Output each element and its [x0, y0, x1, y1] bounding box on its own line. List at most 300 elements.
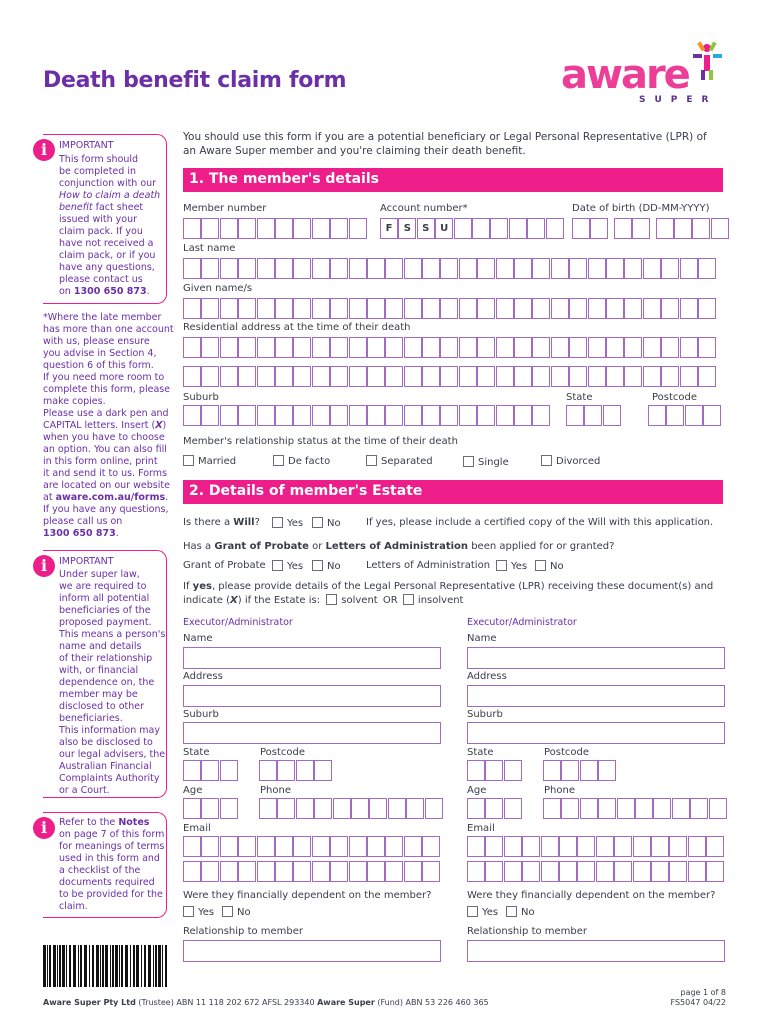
probate-no-option[interactable]: [312, 560, 341, 572]
char-box[interactable]: [238, 337, 256, 358]
char-box[interactable]: [440, 298, 458, 319]
exec2-postcode-boxes[interactable]: [543, 760, 617, 781]
will-no-option[interactable]: [312, 517, 341, 529]
char-box[interactable]: [183, 258, 201, 279]
char-box[interactable]: [330, 298, 348, 319]
char-box[interactable]: [220, 298, 238, 319]
char-box[interactable]: [275, 405, 293, 426]
char-box[interactable]: [201, 861, 219, 882]
suburb-boxes[interactable]: [183, 405, 551, 426]
char-box[interactable]: [598, 760, 616, 781]
char-box[interactable]: [257, 298, 275, 319]
char-box[interactable]: [330, 218, 348, 239]
will-yes-checkbox[interactable]: [272, 517, 283, 528]
char-box[interactable]: [388, 798, 406, 819]
char-box[interactable]: [532, 405, 550, 426]
char-box[interactable]: [257, 337, 275, 358]
char-box[interactable]: [330, 366, 348, 387]
char-box[interactable]: [257, 836, 275, 857]
exec1-address-input[interactable]: [183, 685, 441, 707]
date-char-box[interactable]: [656, 218, 674, 239]
exec2-phone-boxes[interactable]: [543, 798, 727, 819]
char-box[interactable]: [459, 298, 477, 319]
char-box[interactable]: [330, 258, 348, 279]
char-box[interactable]: [532, 258, 550, 279]
char-box[interactable]: [477, 258, 495, 279]
char-box[interactable]: [651, 861, 669, 882]
char-box[interactable]: [330, 861, 348, 882]
char-box[interactable]: [551, 298, 569, 319]
char-box[interactable]: [651, 836, 669, 857]
char-box[interactable]: [669, 836, 687, 857]
date-char-box[interactable]: [692, 218, 710, 239]
state-boxes[interactable]: [566, 405, 621, 426]
char-box[interactable]: [698, 258, 716, 279]
char-box[interactable]: [514, 298, 532, 319]
char-box[interactable]: [275, 861, 293, 882]
char-box[interactable]: [669, 861, 687, 882]
char-box[interactable]: [349, 836, 367, 857]
char-box[interactable]: [509, 218, 527, 239]
char-box[interactable]: [598, 798, 616, 819]
exec1-age-boxes[interactable]: [183, 798, 238, 819]
char-box[interactable]: [459, 258, 477, 279]
char-box[interactable]: [296, 760, 314, 781]
char-box[interactable]: [293, 258, 311, 279]
char-box[interactable]: [588, 298, 606, 319]
char-box[interactable]: [617, 798, 635, 819]
char-box[interactable]: [661, 298, 679, 319]
exec2-email-boxes-1[interactable]: [467, 836, 724, 857]
char-box[interactable]: [312, 366, 330, 387]
char-box[interactable]: [201, 798, 219, 819]
char-box[interactable]: [404, 258, 422, 279]
char-box[interactable]: [477, 337, 495, 358]
char-box[interactable]: [349, 218, 367, 239]
given-names-boxes[interactable]: [183, 298, 716, 319]
char-box[interactable]: [293, 218, 311, 239]
char-box[interactable]: [606, 366, 624, 387]
char-box[interactable]: [624, 366, 642, 387]
char-box[interactable]: [201, 836, 219, 857]
letters-no-checkbox[interactable]: [535, 560, 546, 571]
char-box[interactable]: [661, 337, 679, 358]
char-box[interactable]: [635, 798, 653, 819]
char-box[interactable]: [296, 798, 314, 819]
char-box[interactable]: [624, 337, 642, 358]
char-box[interactable]: [275, 298, 293, 319]
char-box[interactable]: [504, 798, 522, 819]
char-box[interactable]: [569, 258, 587, 279]
char-box[interactable]: [385, 405, 403, 426]
char-box[interactable]: [183, 405, 201, 426]
member-number-boxes[interactable]: [183, 218, 367, 239]
char-box[interactable]: [275, 366, 293, 387]
char-box[interactable]: [220, 258, 238, 279]
char-box[interactable]: [312, 861, 330, 882]
char-box[interactable]: [643, 298, 661, 319]
char-box[interactable]: [257, 258, 275, 279]
char-box[interactable]: [680, 366, 698, 387]
char-box[interactable]: [349, 298, 367, 319]
date-char-box[interactable]: [674, 218, 692, 239]
char-box[interactable]: [312, 337, 330, 358]
solvent-checkbox[interactable]: [326, 594, 337, 605]
char-box[interactable]: [367, 337, 385, 358]
char-box[interactable]: [477, 405, 495, 426]
char-box[interactable]: [351, 798, 369, 819]
char-box[interactable]: [277, 798, 295, 819]
char-box[interactable]: [569, 337, 587, 358]
char-box[interactable]: [588, 337, 606, 358]
exec2-dependent-no[interactable]: [506, 906, 535, 918]
de-facto-option[interactable]: [273, 455, 330, 467]
char-box[interactable]: [349, 258, 367, 279]
char-box[interactable]: [459, 337, 477, 358]
char-box[interactable]: [532, 298, 550, 319]
char-box[interactable]: [220, 861, 238, 882]
char-box[interactable]: [504, 836, 522, 857]
char-box[interactable]: [680, 258, 698, 279]
char-box[interactable]: [561, 760, 579, 781]
char-box[interactable]: [257, 366, 275, 387]
char-box[interactable]: [220, 405, 238, 426]
exec2-state-boxes[interactable]: [467, 760, 522, 781]
char-box[interactable]: [496, 405, 514, 426]
exec2-age-boxes[interactable]: [467, 798, 522, 819]
char-box[interactable]: [580, 798, 598, 819]
char-box[interactable]: [275, 258, 293, 279]
char-box[interactable]: [367, 405, 385, 426]
exec1-state-boxes[interactable]: [183, 760, 238, 781]
char-box[interactable]: [680, 298, 698, 319]
char-box[interactable]: [183, 836, 201, 857]
char-box[interactable]: [698, 337, 716, 358]
char-box[interactable]: [404, 298, 422, 319]
char-box[interactable]: [312, 258, 330, 279]
address-boxes-2[interactable]: [183, 366, 716, 387]
exec1-postcode-boxes[interactable]: [259, 760, 333, 781]
char-box[interactable]: [603, 405, 621, 426]
married-checkbox[interactable]: [183, 455, 194, 466]
char-box[interactable]: [688, 861, 706, 882]
char-box[interactable]: [546, 218, 564, 239]
char-box[interactable]: [238, 836, 256, 857]
char-box[interactable]: [596, 861, 614, 882]
char-box[interactable]: [422, 298, 440, 319]
char-box[interactable]: [541, 861, 559, 882]
char-box[interactable]: [238, 258, 256, 279]
char-box[interactable]: [440, 366, 458, 387]
char-box[interactable]: [467, 861, 485, 882]
char-box[interactable]: [633, 836, 651, 857]
exec2-email-boxes-2[interactable]: [467, 861, 724, 882]
char-box[interactable]: [543, 798, 561, 819]
char-box[interactable]: [459, 405, 477, 426]
de-facto-checkbox[interactable]: [273, 455, 284, 466]
char-box[interactable]: [624, 298, 642, 319]
char-box[interactable]: [490, 218, 508, 239]
char-box[interactable]: [496, 366, 514, 387]
char-box[interactable]: [514, 258, 532, 279]
char-box[interactable]: [596, 836, 614, 857]
divorced-checkbox[interactable]: [541, 455, 552, 466]
date-char-box[interactable]: [572, 218, 590, 239]
char-box[interactable]: [349, 861, 367, 882]
date-char-box[interactable]: [632, 218, 650, 239]
char-box[interactable]: [314, 760, 332, 781]
char-box[interactable]: [496, 298, 514, 319]
char-box[interactable]: [312, 218, 330, 239]
char-box[interactable]: [349, 366, 367, 387]
exec2-address-input[interactable]: [467, 685, 725, 707]
char-box[interactable]: [485, 798, 503, 819]
char-box[interactable]: [666, 405, 684, 426]
char-box[interactable]: [220, 760, 238, 781]
char-box[interactable]: [643, 337, 661, 358]
char-box[interactable]: [257, 218, 275, 239]
char-box[interactable]: [514, 337, 532, 358]
char-box[interactable]: [467, 760, 485, 781]
single-checkbox[interactable]: [463, 456, 474, 467]
exec2-relationship-input[interactable]: [467, 940, 725, 962]
char-box[interactable]: [577, 861, 595, 882]
last-name-boxes[interactable]: [183, 258, 716, 279]
char-box[interactable]: [275, 337, 293, 358]
letters-yes-option[interactable]: [496, 560, 527, 572]
char-box[interactable]: [330, 337, 348, 358]
probate-no-checkbox[interactable]: [312, 560, 323, 571]
char-box[interactable]: [367, 298, 385, 319]
char-box[interactable]: [643, 366, 661, 387]
char-box[interactable]: [532, 337, 550, 358]
exec2-dependent-yes[interactable]: [467, 906, 498, 918]
char-box[interactable]: [606, 258, 624, 279]
char-box[interactable]: [220, 337, 238, 358]
char-box[interactable]: [440, 405, 458, 426]
char-box[interactable]: [485, 861, 503, 882]
char-box[interactable]: [672, 798, 690, 819]
char-box[interactable]: [648, 405, 666, 426]
dob-boxes[interactable]: [572, 218, 729, 239]
will-no-checkbox[interactable]: [312, 517, 323, 528]
char-box[interactable]: [580, 760, 598, 781]
account-number-boxes[interactable]: [380, 218, 564, 239]
char-box[interactable]: [614, 861, 632, 882]
char-box[interactable]: [584, 405, 602, 426]
char-box[interactable]: [559, 836, 577, 857]
char-box[interactable]: [422, 836, 440, 857]
char-box[interactable]: [551, 258, 569, 279]
char-box[interactable]: [440, 258, 458, 279]
char-box[interactable]: [643, 258, 661, 279]
char-box[interactable]: [606, 337, 624, 358]
char-box[interactable]: [201, 337, 219, 358]
char-box[interactable]: [543, 760, 561, 781]
char-box[interactable]: [220, 798, 238, 819]
char-box[interactable]: [614, 836, 632, 857]
exec2-suburb-input[interactable]: [467, 722, 725, 744]
exec1-relationship-input[interactable]: [183, 940, 441, 962]
char-box[interactable]: [293, 337, 311, 358]
char-box[interactable]: [385, 298, 403, 319]
char-box[interactable]: [688, 836, 706, 857]
char-box[interactable]: [588, 366, 606, 387]
char-box[interactable]: [201, 218, 219, 239]
char-box[interactable]: [293, 298, 311, 319]
char-box[interactable]: [183, 366, 201, 387]
char-box[interactable]: [514, 405, 532, 426]
char-box[interactable]: [385, 337, 403, 358]
char-box[interactable]: [467, 836, 485, 857]
exec1-dependent-yes-checkbox[interactable]: [183, 906, 194, 917]
char-box[interactable]: [349, 337, 367, 358]
exec2-dependent-no-checkbox[interactable]: [506, 906, 517, 917]
char-box[interactable]: [257, 861, 275, 882]
char-box[interactable]: [709, 798, 727, 819]
exec1-name-input[interactable]: [183, 647, 441, 669]
char-box[interactable]: [477, 366, 495, 387]
date-char-box[interactable]: [614, 218, 632, 239]
char-box[interactable]: [425, 798, 443, 819]
char-box[interactable]: [257, 405, 275, 426]
char-box[interactable]: [680, 337, 698, 358]
char-box[interactable]: [472, 218, 490, 239]
char-box[interactable]: [238, 366, 256, 387]
char-box[interactable]: [698, 366, 716, 387]
char-box[interactable]: [385, 861, 403, 882]
char-box[interactable]: [275, 218, 293, 239]
insolvent-checkbox[interactable]: [403, 594, 414, 605]
exec1-phone-boxes[interactable]: [259, 798, 443, 819]
char-box[interactable]: [275, 836, 293, 857]
char-box[interactable]: [706, 861, 724, 882]
char-box[interactable]: [514, 366, 532, 387]
char-box[interactable]: [661, 258, 679, 279]
char-box[interactable]: [367, 836, 385, 857]
char-box[interactable]: [404, 337, 422, 358]
char-box[interactable]: [220, 218, 238, 239]
char-box[interactable]: [238, 405, 256, 426]
married-option[interactable]: [183, 455, 236, 467]
char-box[interactable]: [293, 405, 311, 426]
char-box[interactable]: [369, 798, 387, 819]
char-box[interactable]: [385, 366, 403, 387]
char-box[interactable]: [367, 861, 385, 882]
char-box[interactable]: [201, 760, 219, 781]
website-link[interactable]: aware.com.au/forms: [55, 492, 166, 503]
char-box[interactable]: [183, 298, 201, 319]
char-box[interactable]: [220, 836, 238, 857]
date-char-box[interactable]: [711, 218, 729, 239]
char-box[interactable]: [333, 798, 351, 819]
char-box[interactable]: [541, 836, 559, 857]
char-box[interactable]: [330, 405, 348, 426]
char-box[interactable]: [367, 258, 385, 279]
char-box[interactable]: [661, 366, 679, 387]
char-box[interactable]: [485, 836, 503, 857]
char-box[interactable]: [367, 366, 385, 387]
char-box[interactable]: [183, 337, 201, 358]
char-box[interactable]: [551, 366, 569, 387]
char-box[interactable]: [404, 405, 422, 426]
exec1-email-boxes-2[interactable]: [183, 861, 440, 882]
char-box[interactable]: [404, 836, 422, 857]
char-box[interactable]: [312, 298, 330, 319]
char-box[interactable]: [404, 861, 422, 882]
char-box[interactable]: [685, 405, 703, 426]
char-box[interactable]: [259, 760, 277, 781]
char-box[interactable]: [349, 405, 367, 426]
will-yes-option[interactable]: [272, 517, 303, 529]
exec1-dependent-no[interactable]: [222, 906, 251, 918]
char-box[interactable]: [522, 861, 540, 882]
char-box[interactable]: [633, 861, 651, 882]
char-box[interactable]: [259, 798, 277, 819]
char-box[interactable]: [504, 861, 522, 882]
char-box[interactable]: [522, 836, 540, 857]
char-box[interactable]: [183, 861, 201, 882]
char-box[interactable]: [569, 366, 587, 387]
char-box[interactable]: [527, 218, 545, 239]
char-box[interactable]: [330, 836, 348, 857]
probate-yes-checkbox[interactable]: [272, 560, 283, 571]
probate-yes-option[interactable]: [272, 560, 303, 572]
char-box[interactable]: [459, 366, 477, 387]
char-box[interactable]: [238, 298, 256, 319]
char-box[interactable]: [183, 218, 201, 239]
separated-option[interactable]: [366, 455, 433, 467]
char-box[interactable]: [422, 861, 440, 882]
char-box[interactable]: [569, 298, 587, 319]
char-box[interactable]: [312, 405, 330, 426]
char-box[interactable]: [624, 258, 642, 279]
char-box[interactable]: [606, 298, 624, 319]
letters-no-option[interactable]: [535, 560, 564, 572]
char-box[interactable]: [477, 298, 495, 319]
char-box[interactable]: [385, 836, 403, 857]
char-box[interactable]: [293, 836, 311, 857]
char-box[interactable]: [422, 366, 440, 387]
char-box[interactable]: [454, 218, 472, 239]
char-box[interactable]: [238, 218, 256, 239]
char-box[interactable]: [201, 258, 219, 279]
exec1-dependent-no-checkbox[interactable]: [222, 906, 233, 917]
char-box[interactable]: [561, 798, 579, 819]
char-box[interactable]: [314, 798, 332, 819]
char-box[interactable]: [385, 258, 403, 279]
char-box[interactable]: [698, 298, 716, 319]
postcode-boxes[interactable]: [648, 405, 722, 426]
char-box[interactable]: [201, 366, 219, 387]
char-box[interactable]: [588, 258, 606, 279]
char-box[interactable]: [238, 861, 256, 882]
char-box[interactable]: [404, 366, 422, 387]
char-box[interactable]: [277, 760, 295, 781]
char-box[interactable]: [496, 258, 514, 279]
char-box[interactable]: [485, 760, 503, 781]
char-box[interactable]: [293, 861, 311, 882]
char-box[interactable]: [201, 298, 219, 319]
char-box[interactable]: [422, 258, 440, 279]
char-box[interactable]: [532, 366, 550, 387]
char-box[interactable]: [467, 798, 485, 819]
char-box[interactable]: [220, 366, 238, 387]
char-box[interactable]: [440, 337, 458, 358]
char-box[interactable]: [653, 798, 671, 819]
divorced-option[interactable]: [541, 455, 600, 467]
char-box[interactable]: [577, 836, 595, 857]
